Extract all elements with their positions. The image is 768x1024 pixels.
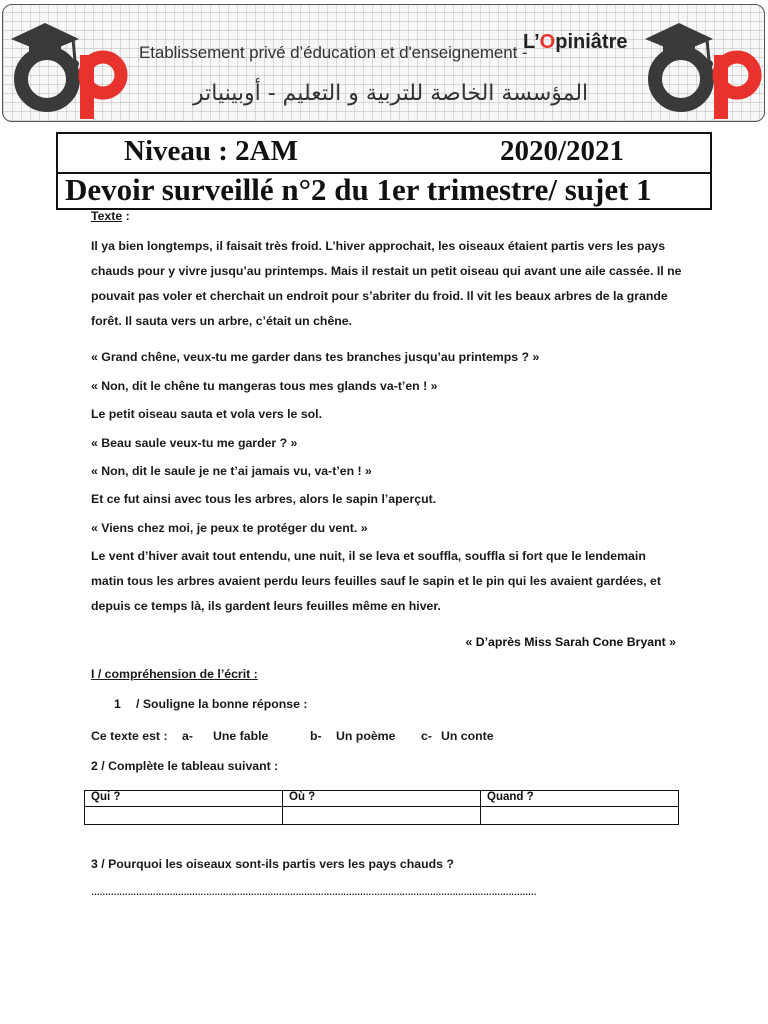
exam-title-box: [56, 132, 712, 210]
school-year: 2020/2021: [500, 135, 625, 167]
brand-prefix: L’: [523, 31, 540, 53]
comprehension-heading: I / compréhension de l’écrit :: [91, 667, 258, 681]
title-row-level: [58, 134, 710, 174]
text-heading-label: Texte: [91, 209, 123, 223]
option-letter-b: b-: [310, 729, 322, 743]
dialogue-line: « Non, dit le chêne tu mangeras tous mes glands va-t’en ! »: [91, 379, 438, 393]
dialogue-line: Le petit oiseau sauta et vola vers le sol.: [91, 407, 322, 421]
header-banner: [2, 4, 765, 122]
brand-name: [523, 31, 627, 54]
level-label: Niveau : 2AM: [124, 135, 298, 167]
text-source: « D’après Miss Sarah Cone Bryant »: [465, 635, 676, 649]
brand-rest: piniâtre: [555, 31, 628, 53]
dialogue-line: Et ce fut ainsi avec tous les arbres, alors le sapin l’aperçut.: [91, 492, 437, 506]
paragraph-line: Le vent d’hiver avait tout entendu, une nuit, il se leva et souffla, souffla si fort que le lendemain: [91, 549, 646, 563]
text-heading: [91, 209, 130, 223]
option-text-a[interactable]: Une fable: [213, 729, 269, 743]
option-letter-a: a-: [182, 729, 193, 743]
question-2-text: 2 / Complète le tableau suivant :: [91, 759, 279, 773]
school-logo-icon: [643, 9, 763, 121]
paragraph-line: pouvait pas voler et cherchait un endroit pour s’abriter du froid. Il vit les beaux arbres de la grande: [91, 289, 668, 303]
paragraph-line: matin tous les arbres avaient perdu leurs feuilles sauf le sapin et le pin qui les avaient gardées, et: [91, 574, 661, 588]
school-name-french: Etablissement privé d’éducation et d'enseignement -: [139, 43, 528, 62]
table-cell-who[interactable]: [85, 807, 283, 825]
table-header-where: Où ?: [283, 791, 481, 807]
dialogue-line: « Viens chez moi, je peux te protéger du vent. »: [91, 521, 368, 535]
paragraph-line: forêt. Il sauta vers un arbre, c’était un chêne.: [91, 314, 353, 328]
dialogue-line: « Beau saule veux-tu me garder ? »: [91, 436, 298, 450]
school-name-arabic: المؤسسة الخاصة للتربية و التعليم - أوبينياتر: [193, 81, 589, 106]
school-logo-icon: [9, 9, 129, 121]
dialogue-line: « Grand chêne, veux-tu me garder dans tes branches jusqu’au printemps ? »: [91, 350, 540, 364]
table-cell-when[interactable]: [481, 807, 679, 825]
paragraph-line: Il ya bien longtemps, il faisait très froid. L’hiver approchait, les oiseaux étaient partis vers les pays: [91, 239, 666, 253]
paragraph-line: chauds pour y vivre jusqu’au printemps. Mais il restait un petit oiseau qui avant une aile cassée. Il ne: [91, 264, 682, 278]
option-letter-c: c-: [421, 729, 432, 743]
option-text-b[interactable]: Un poème: [336, 729, 396, 743]
table-answer-row: [85, 807, 679, 825]
text-heading-suffix: :: [122, 209, 130, 223]
answer-dotted-line[interactable]: ……………………………………………………………………………………………………………………………………………: [91, 887, 537, 897]
table-cell-where[interactable]: [283, 807, 481, 825]
question-1-text: / Souligne la bonne réponse :: [136, 697, 308, 711]
question-3-text: 3 / Pourquoi les oiseaux sont-ils partis vers les pays chauds ?: [91, 857, 454, 871]
title-row-exam: [58, 172, 710, 208]
exam-title: Devoir surveillé n°2 du 1er trimestre/ sujet 1: [65, 172, 652, 207]
table-header-when: Quand ?: [481, 791, 679, 807]
option-text-c[interactable]: Un conte: [441, 729, 494, 743]
question-1-prompt: Ce texte est :: [91, 729, 168, 743]
table-header-row: [85, 791, 679, 807]
dialogue-line: « Non, dit le saule je ne t’ai jamais vu, va-t’en ! »: [91, 464, 372, 478]
table-header-who: Qui ?: [85, 791, 283, 807]
question-1-number: 1: [114, 697, 121, 711]
paragraph-line: depuis ce temps là, ils gardent leurs feuilles même en hiver.: [91, 599, 441, 613]
brand-o-letter: O: [539, 31, 556, 53]
completion-table: [84, 790, 679, 825]
